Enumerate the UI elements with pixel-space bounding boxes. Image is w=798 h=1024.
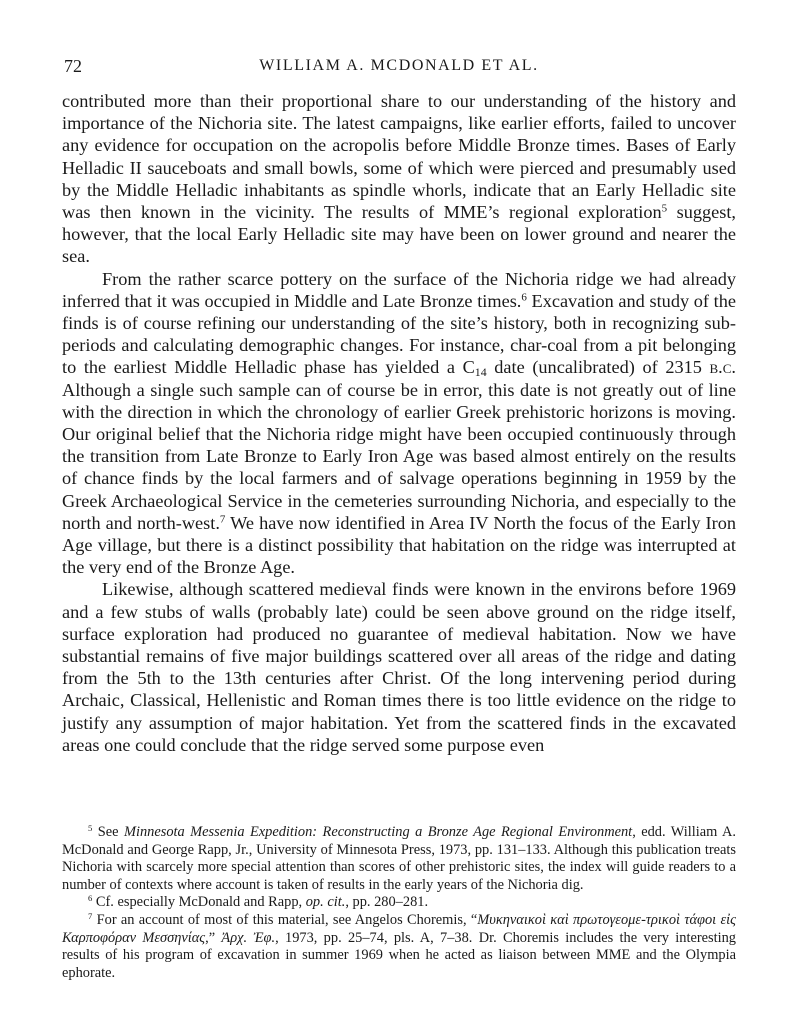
paragraph-3 xyxy=(62,578,736,756)
footnote-text: , edd. William A. McDonald and George Rapp, Jr., University of Minnesota Press, 1973, pp. 131–133. Although this publication treats Nichoria with scarcely more special attention than scores of other prehistoric sites, the index will guide readers to a number of contexts where account is taken of results in the early years of the Nichoria dig. xyxy=(62,824,736,893)
main-text xyxy=(62,90,736,756)
footnote-ref-5: 5 xyxy=(661,202,668,215)
footnote-text: See xyxy=(92,824,124,840)
page-header xyxy=(64,56,734,80)
footnote-text: ,” xyxy=(205,929,222,946)
footnotes xyxy=(62,824,736,982)
footnote-title: op. cit. xyxy=(305,894,346,911)
page-number: 72 xyxy=(64,56,82,76)
paragraph-2-text-a: From the rather scarce pottery on the surface of the Nichoria ridge we had already inferred that it was occupied in Middle and Late Bronze times. xyxy=(62,268,736,311)
footnote-mark: 5 xyxy=(88,822,93,833)
paragraph-2 xyxy=(62,268,736,579)
paragraph-1 xyxy=(62,90,736,268)
paragraph-2-text-e: We have now identified in Area IV North the focus of the Early Iron Age village, but there is a distinct possibility that habitation on the ridge was interrupted at the very end of the Bronze Age. xyxy=(62,512,736,578)
footnote-text: Cf. especially McDonald and Rapp, xyxy=(92,894,306,911)
footnote-journal: Ἀρχ. Ἐφ. xyxy=(221,929,276,946)
footnote-7 xyxy=(62,912,736,982)
footnote-mark: 6 xyxy=(88,893,93,904)
paragraph-2-text-d: Although a single such sample can of course be in error, this date is not greatly out of line with the direction in which the chronology of earlier Greek prehistoric horizons is moving. Our original belief that the Nichoria ridge might have been occupied continuously through the transition from Late Bronze to Early Iron Age was based almost entirely on the results of chance finds by the local farmers and of salvage operations beginning in 1959 by the Greek Archaeological Service in the cemeteries surrounding Nichoria, and especially to the north and north-west. xyxy=(62,379,736,533)
era-abbreviation: b.c. xyxy=(709,357,736,378)
footnote-text: , 1973, pp. 25–74, pls. A, 7–38. Dr. Choremis includes the very interesting results of his program of excavation in summer 1969 when he acted as liaison between MME and the Olympia ephorate. xyxy=(62,929,737,981)
paragraph-1-text-b: suggest, however, that the local Early Helladic site may have been on lower ground and nearer the sea. xyxy=(62,202,737,267)
footnote-ref-6: 6 xyxy=(521,291,527,304)
paragraph-2-text-b: Excavation and study of the finds is of course refining our understanding of the site’s history, both in recognizing sub-periods and calculating demographic changes. For instance, char-coal from a pit belonging to the earliest Middle Helladic phase has yielded a C xyxy=(62,290,736,378)
footnote-5 xyxy=(62,824,736,894)
paragraph-1-text-a: contributed more than their proportional share to our understanding of the history and importance of the Nichoria site. The latest campaigns, like earlier efforts, failed to uncover any evidence for occupation on the acropolis before Middle Bronze times. Bases of Early Helladic II sauceboats and small bowls, some of which were pierced and presumably used by the Middle Helladic inhabitants as spindle whorls, indicate that an Early Helladic site was then known in the vicinity. The results of MME’s regional exploration xyxy=(62,91,736,223)
footnote-mark: 7 xyxy=(88,910,93,921)
running-head: WILLIAM A. MCDONALD ET AL. xyxy=(259,57,539,74)
paragraph-2-text-c: date (uncalibrated) of 2315 xyxy=(486,357,710,378)
footnote-ref-7: 7 xyxy=(219,513,226,526)
footnote-text: For an account of most of this material, see Angelos Choremis, “ xyxy=(92,911,478,928)
carbon-isotope-subscript: 14 xyxy=(474,365,487,380)
footnote-text: , pp. 280–281. xyxy=(345,894,429,911)
footnote-title: Minnesota Messenia Expedition: Reconstructing a Bronze Age Regional Environment xyxy=(123,824,633,840)
footnote-6 xyxy=(62,894,736,912)
paragraph-3-text: Likewise, although scattered medieval finds were known in the environs before 1969 and a few stubs of walls (probably late) could be seen above ground on the ridge itself, surface exploration had produced no guarantee of medieval habitation. Now we have substantial remains of five major buildings scattered over all areas of the ridge and dating from the 5th to the 13th centuries after Christ. Of the long intervening period during Archaic, Classical, Hellenistic and Roman times there is too little evidence on the ridge to justify any assumption of major habitation. Yet from the scattered finds in the excavated areas one could conclude that the ridge served some purpose even xyxy=(62,579,736,755)
footnote-title: Μυκηναικοὶ καὶ πρωτογεομε-τρικοὶ τάφοι εἰς Καρποφόραν Μεσσηνίας xyxy=(62,911,736,946)
